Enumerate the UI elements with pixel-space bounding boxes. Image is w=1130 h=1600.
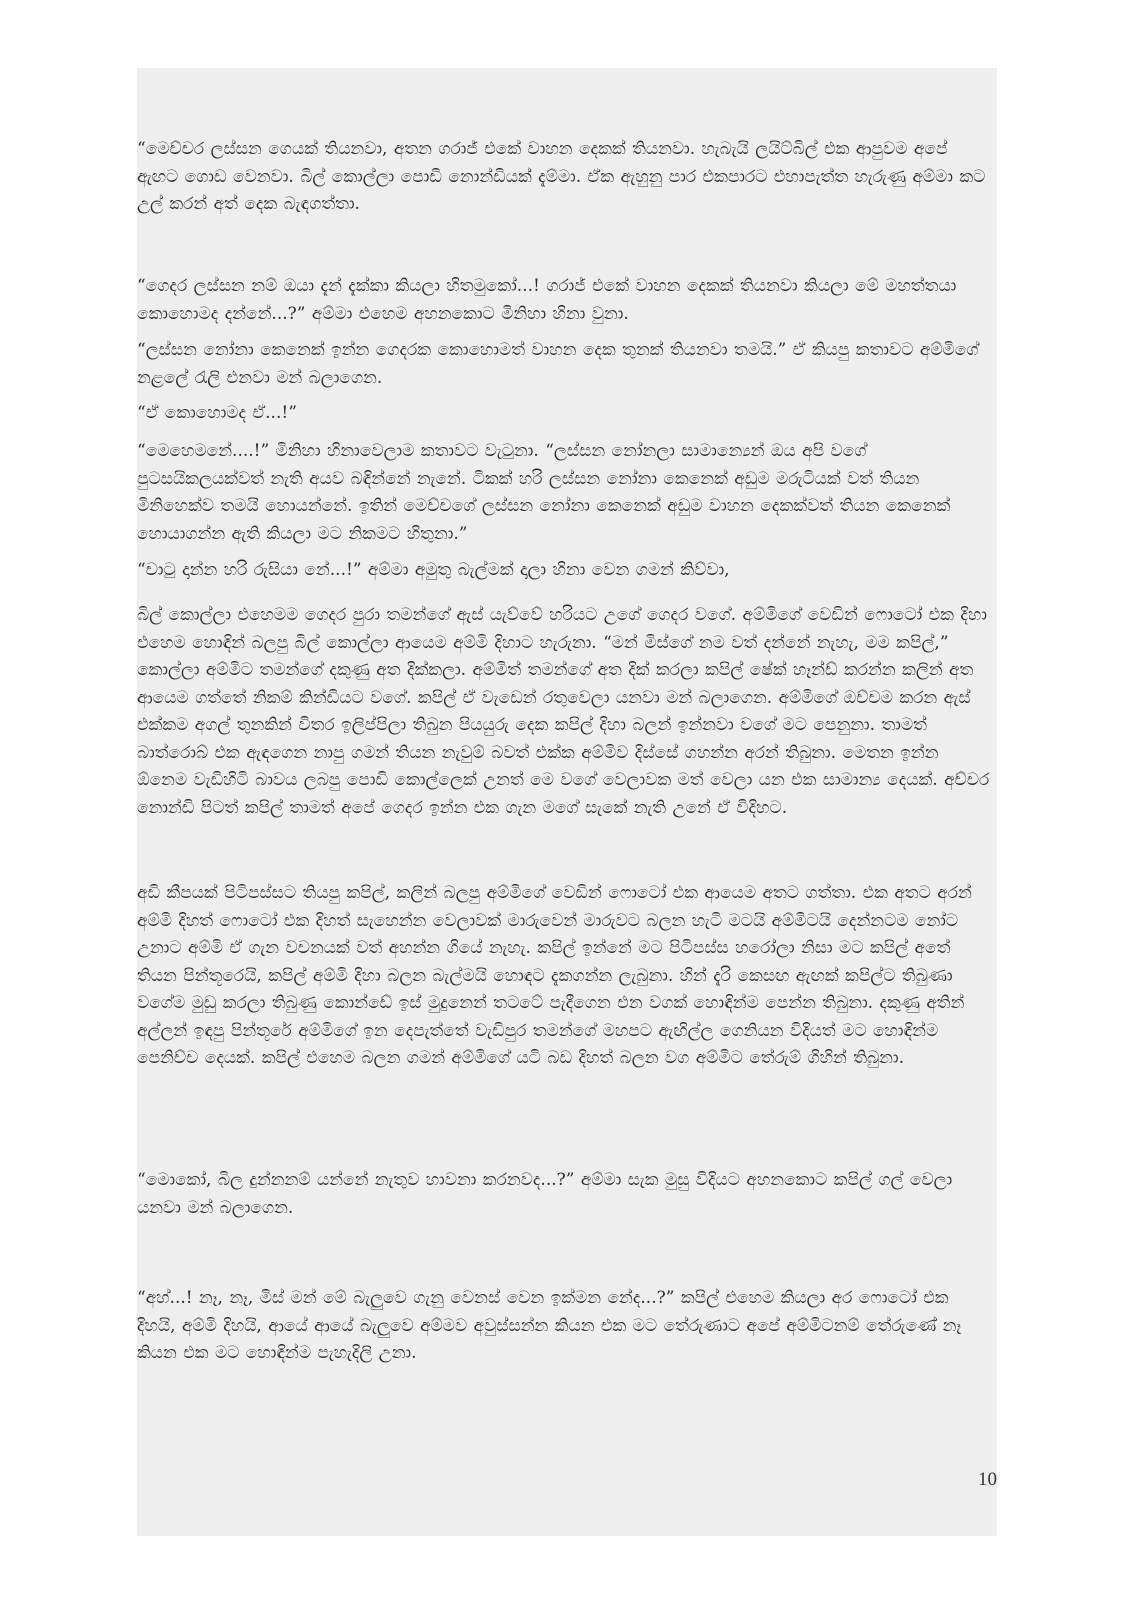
paragraph-6: “චාටු දාන්න හරි රුසියා නේ...!” අම්මා අමුතු බැල්මක් දාලා හිනා වෙන ගමන් කිව්වා, — [137, 560, 730, 580]
paragraph-8: අඩි කීපයක් පිටිපස්සට තියපු කපිල්, කලින් බලපු අම්මිගේ වෙඩින් ෆොටෝ එක ආයෙම අතට ගත්තා. එක අතට අරන් අම්මි දිහත් ෆොටෝ එක දිහත් සැහෙන්න වෙලාවක් මාරුවෙන් මාරුවට බලන හැටි මටයි අම්මිටයි දෙන්නටම නෝට උනාට අම්මි ඒ ගැන වචනයක් වත් අහන්න ගියේ නැහැ. කපිල් ඉන්නේ මට පිටිපස්ස හරෝලා නිසා මට කපිල් අතේ තියන පින්තූරෙයි, කපිල් අම්මි දිහා බලන බැල්මයි හොඳට දැකගන්න ලැබුනා. හින් දැරි කෙසඟ ඇඟක් කපිල්ට තිබුණා වගේම මුඩු කරලා තිබුණු කොන්ඩේ ඉස් මුදුනෙන් තටටේ පැදීගෙන එන වගක් හොඳින්ම පෙන්න තිබුනා. දකුණු අතින් අල්ලන් ඉඳපු පින්තූරේ අම්මිගේ ඉන දෙපැත්තේ වැඩිපුර තමන්ගේ මහපට ඇඟිල්ල ගෙනියන විදියත් මට හොඳින්ම පෙනිච්ච දෙයක්. කපිල් එහෙම බලන ගමන් අම්මිගේ යටි බඩ දිහත් බලන වග අම්මිට තේරුම් ගිහින් තිබුනා. — [137, 883, 972, 1068]
document-page — [137, 68, 997, 1536]
paragraph-10: “අහ්...! නෑ, නෑ, මිස් මන් මේ බැලුවෙ ගැනු වෙනස් වෙන ඉක්මන නේද...?” කපිල් එහෙම කියලා අර ෆොටෝ එක දිහයි, අම්මි දිහයි, ආයේ ආයේ බැලුවෙ අම්මව අවුස්සන්න කියන එක මට තේරුණාට අපේ අම්මිටනම් තේරුණේ නෑ කියන එක මට හොඳින්ම පැහැදිලි උනා. — [137, 1288, 962, 1363]
paragraph-7: බිල් කොල්ලා එහෙමම ගෙදර පුරා තමන්ගේ ඇස් යැව්වේ හරියට උගේ ගෙදර වගේ. අම්මිගේ වෙඩින් ෆොටෝ එක දිහා එහෙම හොඳින් බලපු බිල් කොල්ලා ආයෙම අම්මි දිහාට හැරුනා. “මන් මිස්ගේ නම වත් දන්නේ නැහැ, මම කපිල්,” කොල්ලා අම්මිට තමන්ගේ දකුණු අත දික්කලා. අම්මිත් තමන්ගේ අත දික් කරලා කපිල් ෂේක් හෑන්ඩ් කරන්න කලින් අත ආයෙම ගත්තේ නිකම් කින්ඩියට වගේ. කපිල් ඒ වැඩෙන් රතුවෙලා යනවා මන් බලාගෙන. අම්මිගේ ඔච්චම කරන ඇස් එක්කම අගල් තුනකින් විතර ඉලිප්පිලා තිබුන පියයුරු දෙක කපිල් දිහා බලන් ඉන්නවා වගේ මට පෙනුනා. තාමත් බාත්රොබ් එක ඇඳගෙන නාපු ගමන් තියන නැවුම් බවත් එක්ක අම්මිව දිස්සේ ගහන්න අරන් තිබුනා. මෙතන ඉන්න ඕනෙම වැඩිහිටි බාවය ලබපු පොඩි කොල්ලෙක් උනත් මෙ වගේ වෙලාවක මත් වෙලා යන එක සාමාන්‍ය දෙයක්. අච්චර නොන්ඩි පිටත් කපිල් තාමත් අපේ ගෙදර ඉන්න එක ගැන මගේ සැකේ නැති උනේ ඒ විදිහට. — [137, 605, 990, 818]
page-number: 10 — [978, 1469, 997, 1490]
paragraph-2: “ගෙදර ලස්සන නම් ඔයා දැන් දැක්කා කියලා හිතමුකෝ...! ගරාජ් එකේ වාහන දෙකක් තියනවා කියලා මේ මහත්තයා කොහොමද දන්නේ...?” අම්මා එහෙම අහනකොට මිනිහා හිනා වුනා. — [137, 276, 957, 324]
paragraph-3: “ලස්සන නෝනා කෙනෙක් ඉන්න ගෙදරක කොහොමත් වාහන දෙක තුනක් තියනවා තමයි.” ඒ කියපු කතාවට අම්මිගේ නළලේ රැලි එනවා මන් බලාගෙන. — [137, 340, 979, 388]
paragraph-9: “මොකෝ, බිල දුන්නනම් යන්නේ නැතුව හාවනා කරනවද...?” අම්මා සැක මුසු විදියට අහනකොට කපිල් ගල් වෙලා යනවා මන් බලාගෙන. — [137, 1170, 953, 1218]
paragraph-5: “මෙහෙමනේ....!” මිනිහා හිනාවෙලාම කතාවට වැටුනා. “ලස්සන නෝනලා සාමාන්‍යෙන් ඔය අපි වගේ පුටසයිකලයක්වත් නැති අයව බඳින්නේ නැනේ. ටිකක් හරි ලස්සන නෝනා කෙනෙක් අඩුම මරුටියක් වත් තියන මිනිහෙක්ව තමයි හොයන්නේ. ඉතින් මෙච්චගේ ලස්සන නෝනා කෙනෙක් අඩුම වාහන දෙකක්වත් තියන කෙනෙක් හොයාගන්න ඇති කියලා මට නිකමට හිතුනා.” — [137, 441, 951, 544]
paragraph-4: “ඒ කොහොමද ඒ...!” — [137, 403, 297, 423]
paragraph-1: “මෙච්චර ලස්සන ගෙයක් තියනවා, අතන ගරාජ් එකේ වාහන දෙකක් තියනවා. හැබැයි ලයිට්බිල් එක ආපුවම අපේ ඇඟට ගොඩ වෙනවා. බිල් කොල්ලා පොඩි නොන්ඩියක් දැම්මා. ඒක ඇහුනු පාර එකපාරට එහාපැත්ත හැරුණු අම්මා කට උල් කරන් අත් දෙක බැඳගත්තා. — [137, 139, 986, 214]
